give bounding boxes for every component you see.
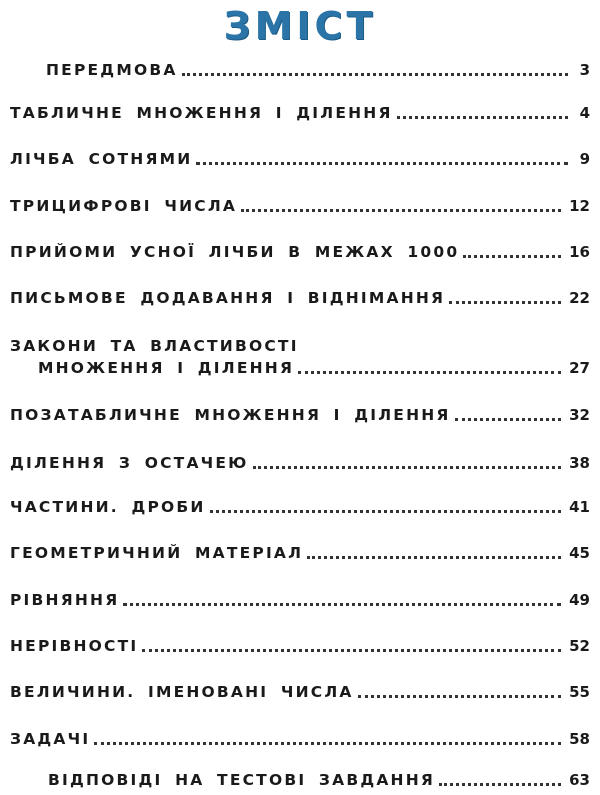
toc-entry-three-digit-numbers[interactable] xyxy=(0,194,600,218)
toc-entry-label: ЗАДАЧІ xyxy=(10,730,91,748)
toc-page-number: 3 xyxy=(579,61,590,79)
toc-entry-label: ПИСЬМОВЕ ДОДАВАННЯ І ВІДНІМАННЯ xyxy=(10,289,446,307)
leader-dots xyxy=(307,556,561,559)
toc-entry-label: ТРИЦИФРОВІ ЧИСЛА xyxy=(10,197,238,215)
toc-page-number: 16 xyxy=(569,243,590,261)
leader-dots xyxy=(196,162,568,165)
toc-entry-label: ТАБЛИЧНЕ МНОЖЕННЯ І ДІЛЕННЯ xyxy=(10,104,393,122)
leader-dots xyxy=(298,371,561,374)
leader-dots xyxy=(210,510,562,513)
toc-entry-label: ГЕОМЕТРИЧНИЙ МАТЕРІАЛ xyxy=(10,544,304,562)
leader-dots xyxy=(123,603,561,606)
toc-page-number: 12 xyxy=(569,197,590,215)
toc-entry-label: ПЕРЕДМОВА xyxy=(46,61,178,79)
toc-entry-label: ДІЛЕННЯ З ОСТАЧЕЮ xyxy=(10,454,249,472)
toc-entry-quantities[interactable] xyxy=(0,680,600,704)
leader-dots xyxy=(358,695,562,698)
toc-entry-label: ЛІЧБА СОТНЯМИ xyxy=(10,150,193,168)
toc-entry-laws-properties[interactable] xyxy=(0,356,600,380)
toc-page-number: 22 xyxy=(569,289,590,307)
toc-entry-mental-arithmetic[interactable] xyxy=(0,240,600,264)
toc-page-number: 41 xyxy=(569,498,590,516)
leader-dots xyxy=(253,466,562,469)
toc-entry-label: ЧАСТИНИ. ДРОБИ xyxy=(10,498,206,516)
toc-entry-label: МНОЖЕННЯ І ДІЛЕННЯ xyxy=(38,359,295,377)
toc-entry-counting-hundreds[interactable] xyxy=(0,147,600,171)
leader-dots xyxy=(241,209,561,212)
toc-page-number: 55 xyxy=(569,683,590,701)
toc-entry-label: НЕРІВНОСТІ xyxy=(10,637,139,655)
toc-entry-geometry[interactable] xyxy=(0,541,600,565)
toc-entry-label: ВЕЛИЧИНИ. ІМЕНОВАНІ ЧИСЛА xyxy=(10,683,354,701)
leader-dots xyxy=(94,742,561,745)
toc-page-number: 27 xyxy=(569,359,590,377)
page-title: ЗМІСТ xyxy=(223,4,377,48)
toc-entry-fractions[interactable] xyxy=(0,495,600,519)
toc-entry-label: ПРИЙОМИ УСНОЇ ЛІЧБИ В МЕЖАХ 1000 xyxy=(10,243,460,261)
toc-entry-test-answers[interactable] xyxy=(0,768,600,792)
leader-dots xyxy=(455,418,562,421)
toc-entry-label: ВІДПОВІДІ НА ТЕСТОВІ ЗАВДАННЯ xyxy=(48,771,436,789)
leader-dots xyxy=(182,73,568,76)
toc-page-number: 45 xyxy=(569,544,590,562)
toc-entry-written-addition[interactable] xyxy=(0,286,600,310)
leader-dots xyxy=(463,255,561,258)
toc-page-number: 38 xyxy=(569,454,590,472)
toc-entry-label: ПОЗАТАБЛИЧНЕ МНОЖЕННЯ І ДІЛЕННЯ xyxy=(10,406,451,424)
toc-page-number: 63 xyxy=(569,771,590,789)
toc-page-number: 4 xyxy=(579,104,590,122)
leader-dots xyxy=(449,301,561,304)
toc-entry-equations[interactable] xyxy=(0,588,600,612)
toc-entry-table-multiplication[interactable] xyxy=(0,101,600,125)
leader-dots xyxy=(397,116,568,119)
leader-dots xyxy=(439,783,561,786)
toc-entry-inequalities[interactable] xyxy=(0,634,600,658)
toc-entry-division-remainder[interactable] xyxy=(0,451,600,475)
toc-entry-label-line1: ЗАКОНИ ТА ВЛАСТИВОСТІ xyxy=(10,337,299,355)
toc-entry-problems[interactable] xyxy=(0,727,600,751)
toc-entry-non-table-multiplication[interactable] xyxy=(0,403,600,427)
toc-entry-label: РІВНЯННЯ xyxy=(10,591,120,609)
toc-page-number: 9 xyxy=(579,150,590,168)
toc-entry-foreword[interactable] xyxy=(0,58,600,82)
leader-dots xyxy=(142,649,561,652)
toc-page-number: 58 xyxy=(569,730,590,748)
toc-page-number: 49 xyxy=(569,591,590,609)
toc-page-number: 52 xyxy=(569,637,590,655)
toc-page-number: 32 xyxy=(569,406,590,424)
